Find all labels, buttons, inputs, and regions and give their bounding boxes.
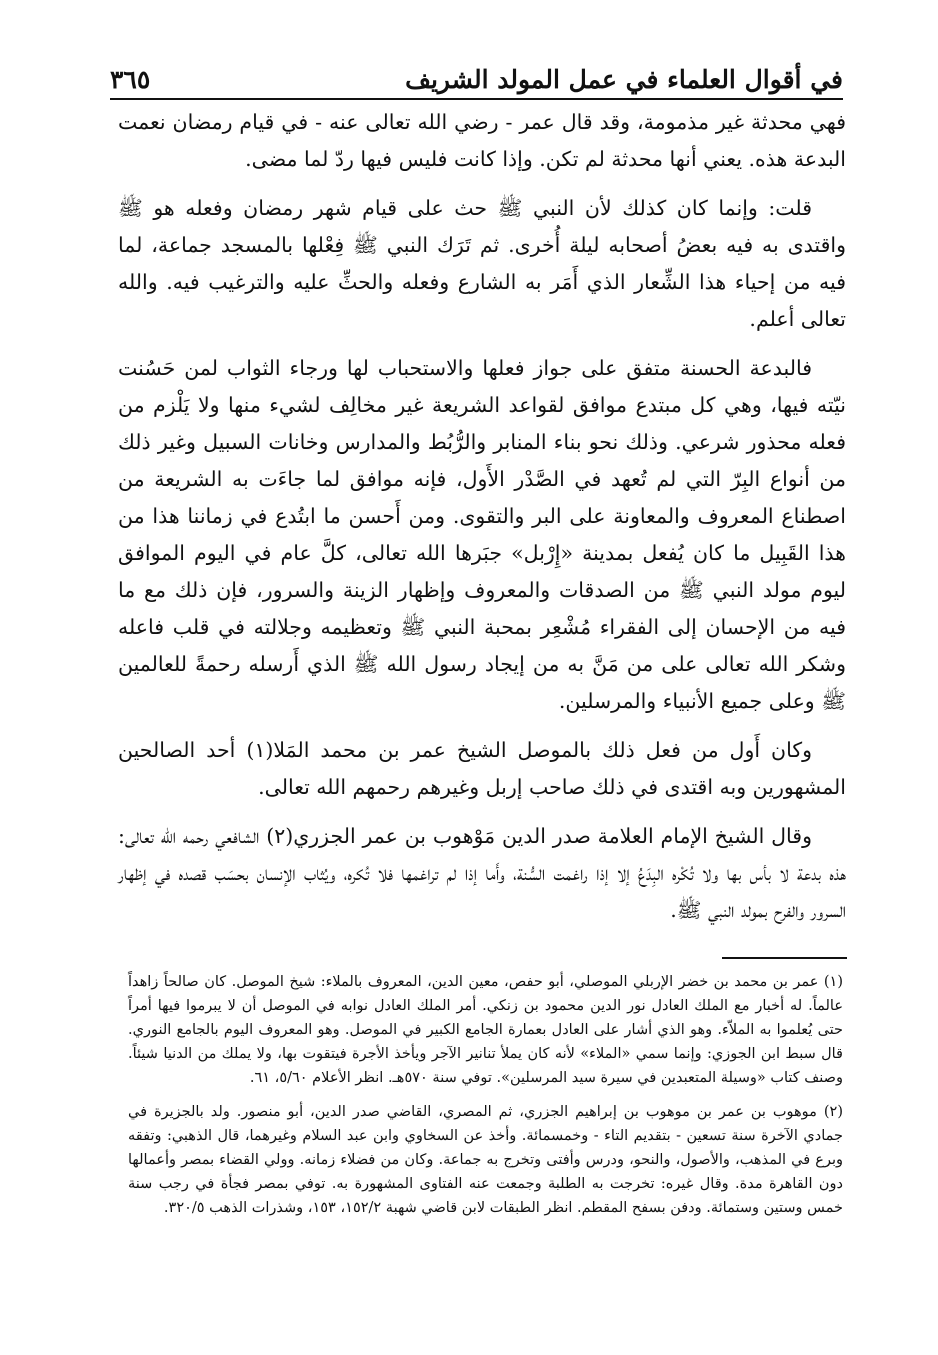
footnotes [128, 970, 843, 1230]
running-title: في أقوال العلماء في عمل المولد الشريف [405, 65, 843, 94]
main-text [118, 104, 846, 941]
page-number: ٣٦٥ [110, 65, 151, 94]
paragraph: وقال الشيخ الإمام العلامة صدر الدين مَوْهوب بن عمر الجزري(٢) الشافعي رحمه الله تعالى: هذه بدعة لا بأس بها ولا تُكْره البِدَعُ إلا إذا راغمت السُّنة، وأَما إذا لم تراغمها فلا تُكره، ويُثاب الإنسان بحسَب قصده في إظهار السرور والفرح بمولد النبي ﷺ. [118, 824, 846, 922]
paragraph: قلت: وإنما كان كذلك لأن النبي ﷺ حث على قيام شهر رمضان وفعله هو ﷺ واقتدى به فيه بعضُ أصحابه ليلة أُخرى. ثم تَرَك النبي ﷺ فِعْلها بالمسجد جماعة، لما فيه من إحياء هذا الشِّعار الذي أَمَر به الشارع وفعله والحثِّ عليه والترغيب فيه. والله تعالى أعلم. [118, 196, 846, 331]
paragraph: فهي محدثة غير مذمومة، وقد قال عمر - رضي الله تعالى عنه - في قيام رمضان نعمت البدعة هذه. يعني أنها محدثة لم تكن. وإذا كانت فليس فيها ردّ لما مضى. [118, 110, 846, 171]
footnote: (١) عمر بن محمد بن خضر الإربلي الموصلي، أبو حفص، معين الدين، المعروف بالملاء: شيخ الموصل. كان صالحاً زاهداً عالماً. له أخبار مع الملك العادل نور الدين محمود بن زنكي. أمر الملك العادل نوابه في الموصل أن لا يبرموا فيها أمراً حتى يُعلموا به الملاّء. وهو الذي أشار على العادل بعمارة الجامع الكبير في الموصل. وهو المعروف اليوم بالجامع النوري. قال سبط ابن الجوزي: وإنما سمي «الملاء» لأنه كان يملأ تنانير الآجر ويأخذ الأجرة فيتقوت بها، ولا يملك من الدنيا شيئاً. وصنف كتاب «وسيلة المتعبدين في سيرة سيد المرسلين». توفي سنة ٥٧٠هـ. انظر الأعلام ٥/٦٠، ٦١. [128, 974, 843, 1086]
footnote: (٢) موهوب بن عمر بن موهوب بن إبراهيم الجزري، ثم المصري، القاضي صدر الدين، أبو منصور. ولد بالجزيرة في جمادي الآخرة سنة تسعين - بتقديم التاء - وخمسمائة. وأخذ عن السخاوي وابن عبد السلام وغيرهما، قال الذهبي: وتفقه وبرع في المذهب، والأصول، والنحو، ودرس وأفتى وتخرج به جماعة. وكان من فضلاء زمانه. وولي القضاء بمصر وأعمالها دون القاهرة مدة. وقال غيره: تخرجت به الطلبة وجمعت عنه الفتاوى المشهورة به. توفي بمصر فجأة في رجب سنة خمس وستين وستمائة. ودفن بسفح المقطم. انظر الطبقات لابن قاضي شهبة ١٥٢/٢، ١٥٣، وشذرات الذهب ٣٢٠/٥. [128, 1104, 843, 1216]
paragraph: فالبدعة الحسنة متفق على جواز فعلها والاستحباب لها ورجاء الثواب لمن حَسُنت نيّته فيها، وهي كل مبتدع موافق لقواعد الشريعة غير مخالِف لشيء منها ولا يَلْزم من فعله محذور شرعي. وذلك نحو بناء المنابر والرُّبُط والمدارس وخانات السبيل وغير ذلك من أنواع البِرّ التي لم تُعهد في الصَّدْر الأَول، فإنه موافق لما جاءَت به الشريعة من اصطناع المعروف والمعاونة على البر والتقوى. ومن أَحسن ما ابتُدع في زماننا هذا من هذا القَبِيل ما كان يُفعل بمدينة «إِرْبل» جبَرها الله تعالى، كلَّ عام في اليوم الموافق ليوم مولد النبي ﷺ من الصدقات والمعروف وإظهار الزينة والسرور، فإن ذلك مع ما فيه من الإحسان إلى الفقراء مُشْعِر بمحبة النبي ﷺ وتعظيمه وجلالته في قلب فاعله وشكر الله تعالى على من مَنَّ به من إيجاد رسول الله ﷺ الذي أَرسله رحمةً للعالمين ﷺ وعلى جميع الأنبياء والمرسلين. [118, 356, 846, 713]
paragraph: وكان أَول من فعل ذلك بالموصل الشيخ عمر بن محمد المَلا(١) أحد الصالحين المشهورين وبه اقتدى في ذلك صاحب إربل وغيرهم رحمهم الله تعالى. [118, 738, 846, 799]
page-header [110, 48, 843, 94]
header-divider [110, 98, 843, 100]
footnote-divider [722, 957, 847, 959]
